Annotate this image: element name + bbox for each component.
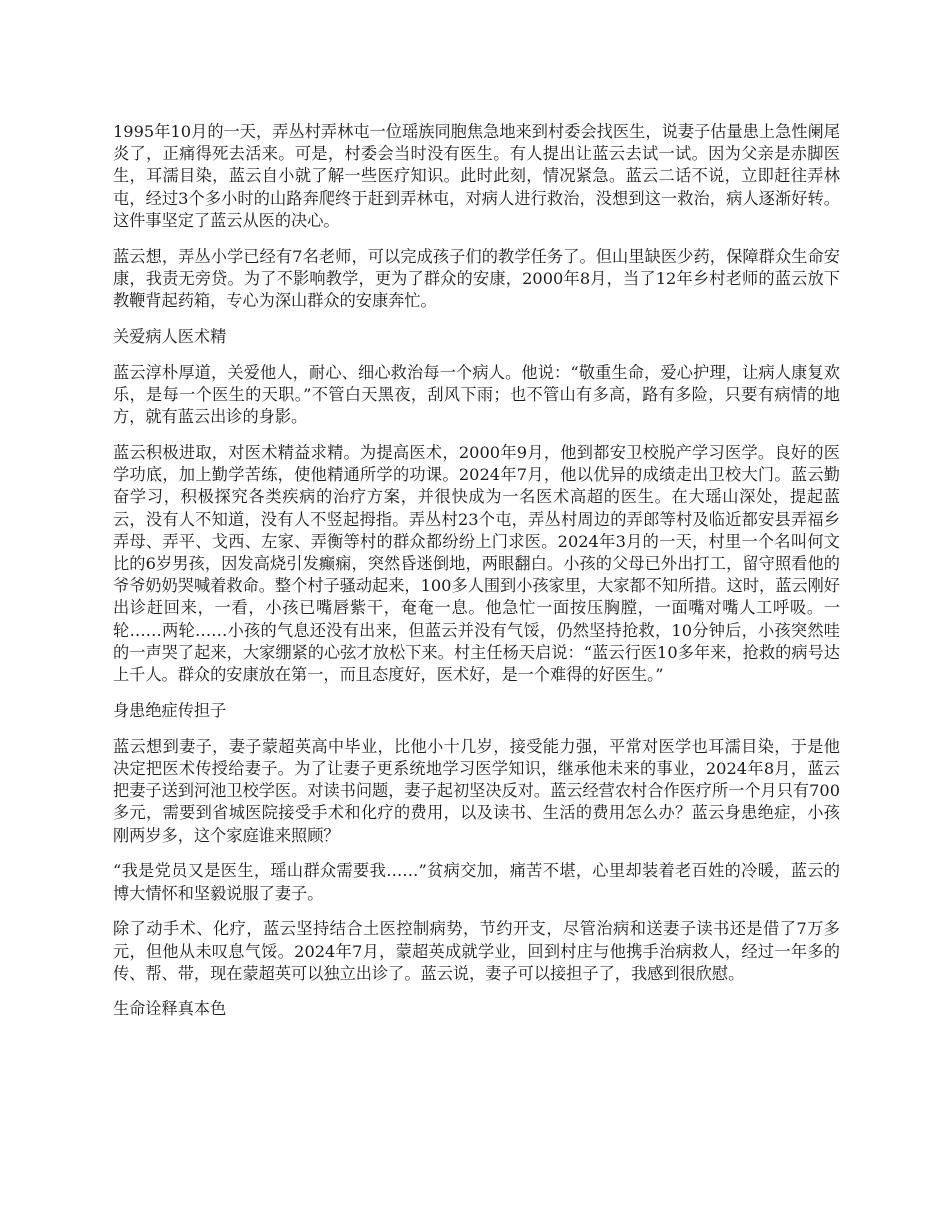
paragraph-2: 蓝云想，弄丛小学已经有7名老师，可以完成孩子们的教学任务了。但山里缺医少药，保障群众生命安康，我责无旁贷。为了不影响教学，更为了群众的安康，2000年8月，当了12年乡村老师的蓝云放下教鞭背起药箱，专心为深山群众的安康奔忙。 [113, 246, 840, 310]
section-heading-3: 生命诠释真本色 [113, 999, 227, 1019]
paragraph-6: “我是党员又是医生，瑶山群众需要我……”贫病交加，痛苦不堪，心里却装着老百姓的冷暖，蓝云的博大情怀和坚毅说服了妻子。 [113, 861, 840, 903]
paragraph-1: 1995年10月的一天，弄丛村弄林屯一位瑶族同胞焦急地来到村委会找医生，说妻子估量患上急性阑尾炎了，正痛得死去活来。可是，村委会当时没有医生。有人提出让蓝云去试一试。因为父亲是赤脚医生，耳濡目染，蓝云自小就了解一些医疗知识。此时此刻，情况紧急。蓝云二话不说，立即赶往弄林屯，经过3个多小时的山路奔爬终于赶到弄林屯，对病人进行救治，没想到这一救治，病人逐渐好转。这件事坚定了蓝云从医的决心。 [113, 122, 840, 230]
section-heading-2: 身患绝症传担子 [113, 700, 227, 720]
section-heading-1: 关爱病人医术精 [113, 326, 227, 346]
paragraph-5: 蓝云想到妻子，妻子蒙超英高中毕业，比他小十几岁，接受能力强，平常对医学也耳濡目染，于是他决定把医术传授给妻子。为了让妻子更系统地学习医学知识，继承他未来的事业，2024年8月，蓝云把妻子送到河池卫校学医。对读书问题，妻子起初坚决反对。蓝云经营农村合作医疗所一个月只有700多元，需要到省城医院接受手术和化疗的费用，以及读书、生活的费用怎么办？蓝云身患绝症，小孩刚两岁多，这个家庭谁来照顾？ [113, 736, 840, 845]
paragraph-7: 除了动手术、化疗，蓝云坚持结合土医控制病势，节约开支，尽管治病和送妻子读书还是借了7万多元，但他从未叹息气馁。2024年7月，蒙超英成就学业，回到村庄与他携手治病救人，经过一年多的传、帮、带，现在蒙超英可以独立出诊了。蓝云说，妻子可以接担子了，我感到很欣慰。 [113, 919, 840, 983]
article-body [113, 121, 840, 1035]
paragraph-4: 蓝云积极进取，对医术精益求精。为提高医术，2000年9月，他到都安卫校脱产学习医学。良好的医学功底，加上勤学苦练，使他精通所学的功课。2024年7月，他以优异的成绩走出卫校大门。蓝云勤奋学习，积极探究各类疾病的治疗方案，并很快成为一名医术高超的医生。在大瑶山深处，提起蓝云，没有人不知道，没有人不竖起拇指。弄丛村23个屯，弄丛村周边的弄郎等村及临近都安县弄福乡弄母、弄平、戈西、左家、弄衡等村的群众都纷纷上门求医。2024年3月的一天，村里一个名叫何文比的6岁男孩，因发高烧引发癫痫，突然昏迷倒地，两眼翻白。小孩的父母已外出打工，留守照看他的爷爷奶奶哭喊着救命。整个村子骚动起来，100多人围到小孩家里，大家都不知所措。这时，蓝云刚好出诊赶回来，一看，小孩已嘴唇紫干，奄奄一息。他急忙一面按压胸膛，一面嘴对嘴人工呼吸。一轮……两轮……小孩的气息还没有出来，但蓝云并没有气馁，仍然坚持抢救，10分钟后，小孩突然哇的一声哭了起来，大家绷紧的心弦才放松下来。村主任杨天启说：“蓝云行医10多年来，抢救的病号达上千人。群众的安康放在第一，而且态度好，医术好，是一个难得的好医生。” [113, 442, 840, 684]
paragraph-3: 蓝云淳朴厚道，关爱他人，耐心、细心救治每一个病人。他说：“敬重生命，爱心护理，让病人康复欢乐，是每一个医生的天职。”不管白天黑夜，刮风下雨；也不管山有多高，路有多险，只要有病情的地方，就有蓝云出诊的身影。 [113, 362, 840, 427]
